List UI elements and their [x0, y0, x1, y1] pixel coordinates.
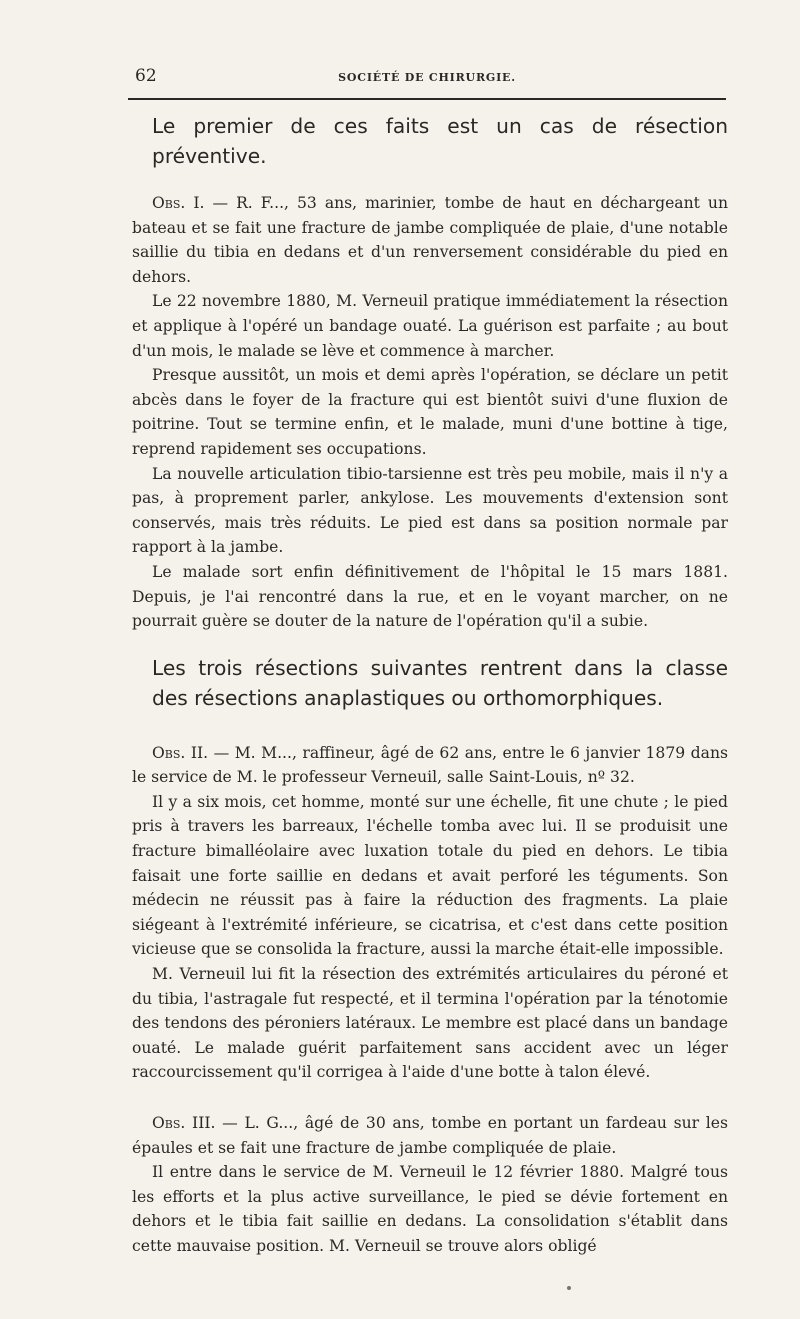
obs-1-paragraph-2: Le 22 novembre 1880, M. Verneuil pratique immédiatement la résection et applique à l'opéré un bandage ouaté. La guérison est parfaite ; au bout d'un mois, le malade se lève et commence à marcher. — [132, 292, 728, 360]
obs-2-paragraph-1 — [132, 741, 728, 790]
observation-gap — [132, 1085, 728, 1111]
obs-3-paragraph-2: Il entre dans le service de M. Verneuil le 12 février 1880. Malgré tous les efforts et la plus active surveillance, le pied se dévie fortement en dehors et le tibia fait saillie en dedans. La consolidation s'établit dans cette mauvaise position. M. Verneuil se trouve alors obligé — [132, 1163, 728, 1255]
obs-3-text-1: — L. G..., âgé de 30 ans, tombe en portant un fardeau sur les épaules et se fait une fracture de jambe compliquée de plaie. — [132, 1114, 728, 1157]
obs-1-text-1: — R. F..., 53 ans, marinier, tombe de haut en déchargeant un bateau et se fait une fracture de jambe compliquée de plaie, d'une notable saillie du tibia en dedans et d'un renversement considérable du pied en dehors. — [132, 194, 728, 286]
obs-2-paragraph-2: Il y a six mois, cet homme, monté sur une échelle, fit une chute ; le pied pris à travers les barreaux, l'échelle tomba avec lui. Il se produisit une fracture bimalléolaire avec luxation totale du pied en dehors. Le tibia faisait une forte saillie en dedans et avait perforé les téguments. Son médecin ne réussit pas à faire la réduction des fragments. La plaie siégeant à l'extrémité inférieure, se cicatrisa, et c'est dans cette position vicieuse que se consolida la fracture, aussi la marche était-elle impossible. — [132, 792, 728, 959]
obs-1-paragraph-1 — [132, 191, 728, 289]
ink-speck — [567, 1286, 571, 1290]
section-heading-preventive: Le premier de ces faits est un cas de résection préventive. — [152, 114, 728, 168]
obs-1-paragraph-4: La nouvelle articulation tibio-tarsienne est très peu mobile, mais il n'y a pas, à proprement parler, ankylose. Les mouvements d'extension sont conservés, mais très réduits. Le pied est dans sa position normale par rapport à la jambe. — [132, 464, 728, 557]
journal-title: SOCIÉTÉ DE CHIRURGIE. — [338, 71, 516, 84]
obs-2-paragraph-3: M. Verneuil lui fit la résection des extrémités articulaires du péroné et du tibia, l'astragale fut respecté, et il termina l'opération par la ténotomie des tendons des péroniers latéraux. Le membre est placé dans un bandage ouaté. Le malade guérit parfaitement sans accident avec un léger raccourcissement qu'il corrigea à l'aide d'une botte à talon élevé. — [132, 965, 728, 1082]
obs-1-label: Obs. I. — [152, 194, 205, 212]
body-text — [132, 111, 728, 1259]
obs-2-label: Obs. II. — [152, 743, 209, 762]
obs-3-paragraph-1 — [132, 1111, 728, 1160]
obs-1-paragraph-3: Presque aussitôt, un mois et demi après l'opération, se déclare un petit abcès dans le foyer de la fracture qui est bientôt suivi d'une fluxion de poitrine. Tout se termine enfin, et le malade, muni d'une bottine à tige, reprend rapidement ses occupations. — [132, 366, 728, 458]
obs-1-paragraph-5: Le malade sort enfin définitivement de l'hôpital le 15 mars 1881. Depuis, je l'ai rencontré dans la rue, et en le voyant marcher, on ne pourrait guère se douter de la nature de l'opération qu'il a subie. — [132, 562, 728, 631]
header-rule — [128, 98, 726, 100]
section-heading-anaplastic: Les trois résections suivantes rentrent dans la classe des résections anaplastiques ou orthomorphiques. — [152, 655, 728, 710]
obs-2-text-1: — M. M..., raffineur, âgé de 62 ans, entre le 6 janvier 1879 dans le service de M. le professeur Verneuil, salle Saint-Louis, nº 32. — [132, 743, 729, 787]
page-number: 62 — [135, 66, 157, 86]
obs-3-label: Obs. III. — [152, 1114, 216, 1132]
running-head — [128, 64, 726, 90]
